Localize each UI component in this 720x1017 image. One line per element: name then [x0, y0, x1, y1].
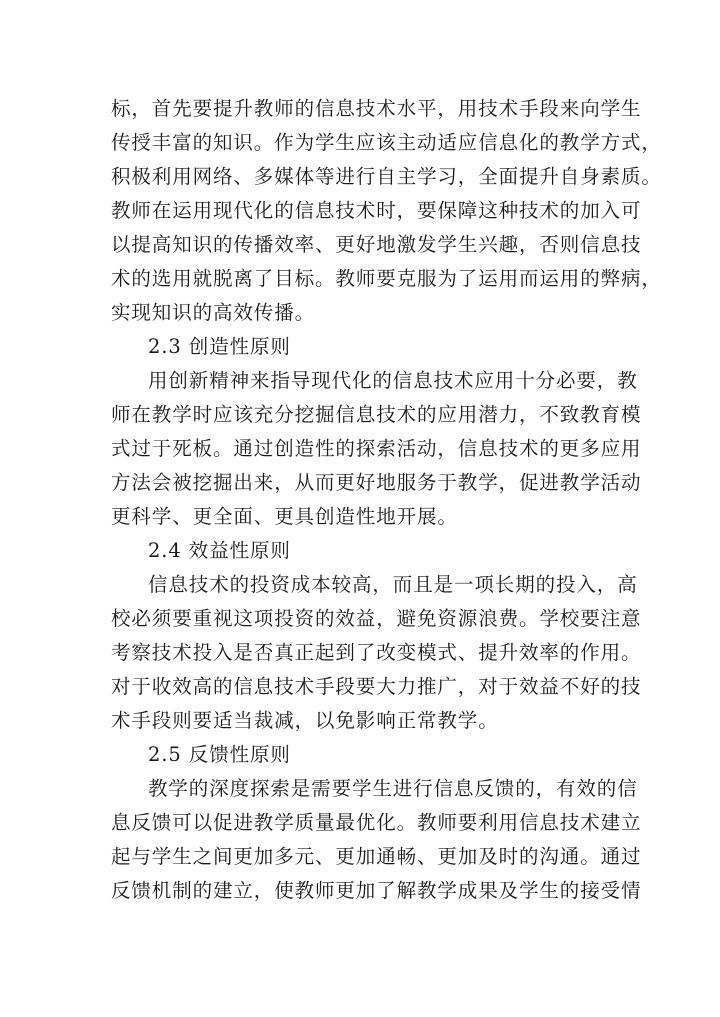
- body-text-line: 更科学、更全面、更具创造性地开展。: [111, 505, 458, 528]
- body-text-line: 校必须要重视这项投资的效益，避免资源浪费。学校要注意: [111, 607, 642, 630]
- body-text-line: 师在教学时应该充分挖掘信息技术的应用潜力，不致教育模: [111, 403, 642, 426]
- section-heading-2-4: 2.4 效益性原则: [148, 539, 291, 562]
- body-text-line: 以提高知识的传播效率、更好地激发学生兴趣，否则信息技: [111, 233, 642, 256]
- body-text-line: 积极利用网络、多媒体等进行自主学习，全面提升自身素质。: [111, 165, 662, 188]
- body-text-line: 教学的深度探索是需要学生进行信息反馈的，有效的信: [148, 777, 638, 800]
- body-text-line: 用创新精神来指导现代化的信息技术应用十分必要，教: [148, 369, 638, 392]
- body-text-line: 标，首先要提升教师的信息技术水平，用技术手段来向学生: [111, 97, 642, 120]
- body-text-line: 方法会被挖掘出来，从而更好地服务于教学，促进教学活动: [111, 471, 642, 494]
- body-text-line: 起与学生之间更加多元、更加通畅、更加及时的沟通。通过: [111, 845, 642, 868]
- body-text-line: 术手段则要适当裁减，以免影响正常教学。: [111, 709, 499, 732]
- body-text-line: 传授丰富的知识。作为学生应该主动适应信息化的教学方式，: [111, 131, 662, 154]
- body-text-line: 式过于死板。通过创造性的探索活动，信息技术的更多应用: [111, 437, 642, 460]
- body-text-line: 对于收效高的信息技术手段要大力推广，对于效益不好的技: [111, 675, 642, 698]
- body-text-line: 息反馈可以促进教学质量最优化。教师要利用信息技术建立: [111, 811, 642, 834]
- body-text-line: 实现知识的高效传播。: [111, 301, 316, 324]
- body-text-line: 教师在运用现代化的信息技术时，要保障这种技术的加入可: [111, 199, 642, 222]
- section-heading-2-5: 2.5 反馈性原则: [148, 743, 291, 766]
- body-text-line: 信息技术的投资成本较高，而且是一项长期的投入，高: [148, 573, 638, 596]
- body-text-line: 反馈机制的建立，使教师更加了解教学成果及学生的接受情: [111, 879, 642, 902]
- body-text-line: 考察技术投入是否真正起到了改变模式、提升效率的作用。: [111, 641, 642, 664]
- section-heading-2-3: 2.3 创造性原则: [148, 335, 291, 358]
- body-text-line: 术的选用就脱离了目标。教师要克服为了运用而运用的弊病，: [111, 267, 662, 290]
